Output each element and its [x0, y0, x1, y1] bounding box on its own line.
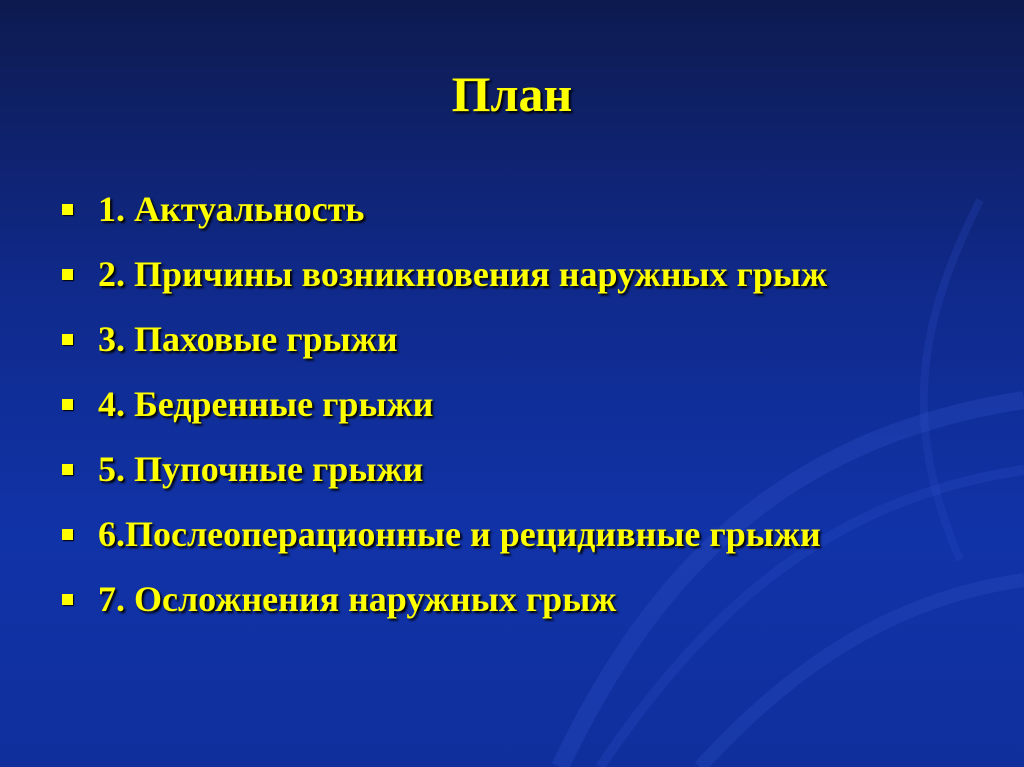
plan-item-text: 7. Осложнения наружных грыж	[98, 579, 617, 619]
slide-title: План	[451, 66, 573, 122]
plan-item-6	[62, 511, 942, 557]
plan-item-2	[62, 251, 942, 297]
plan-item-1	[62, 186, 942, 232]
square-bullet-icon	[62, 594, 73, 605]
plan-item-7	[62, 576, 942, 622]
plan-item-4	[62, 381, 942, 427]
square-bullet-icon	[62, 399, 73, 410]
square-bullet-icon	[62, 464, 73, 475]
plan-item-text: 3. Паховые грыжи	[98, 319, 398, 359]
square-bullet-icon	[62, 204, 73, 215]
plan-item-text: 6.Послеоперационные и рецидивные грыжи	[98, 514, 821, 554]
plan-item-text: 1. Актуальность	[98, 189, 365, 229]
square-bullet-icon	[62, 529, 73, 540]
square-bullet-icon	[62, 269, 73, 280]
square-bullet-icon	[62, 334, 73, 345]
plan-item-text: 5. Пупочные грыжи	[98, 449, 424, 489]
plan-list	[62, 186, 942, 641]
plan-item-5	[62, 446, 942, 492]
plan-item-text: 4. Бедренные грыжи	[98, 384, 434, 424]
plan-item-3	[62, 316, 942, 362]
plan-item-text: 2. Причины возникновения наружных грыж	[98, 254, 828, 294]
